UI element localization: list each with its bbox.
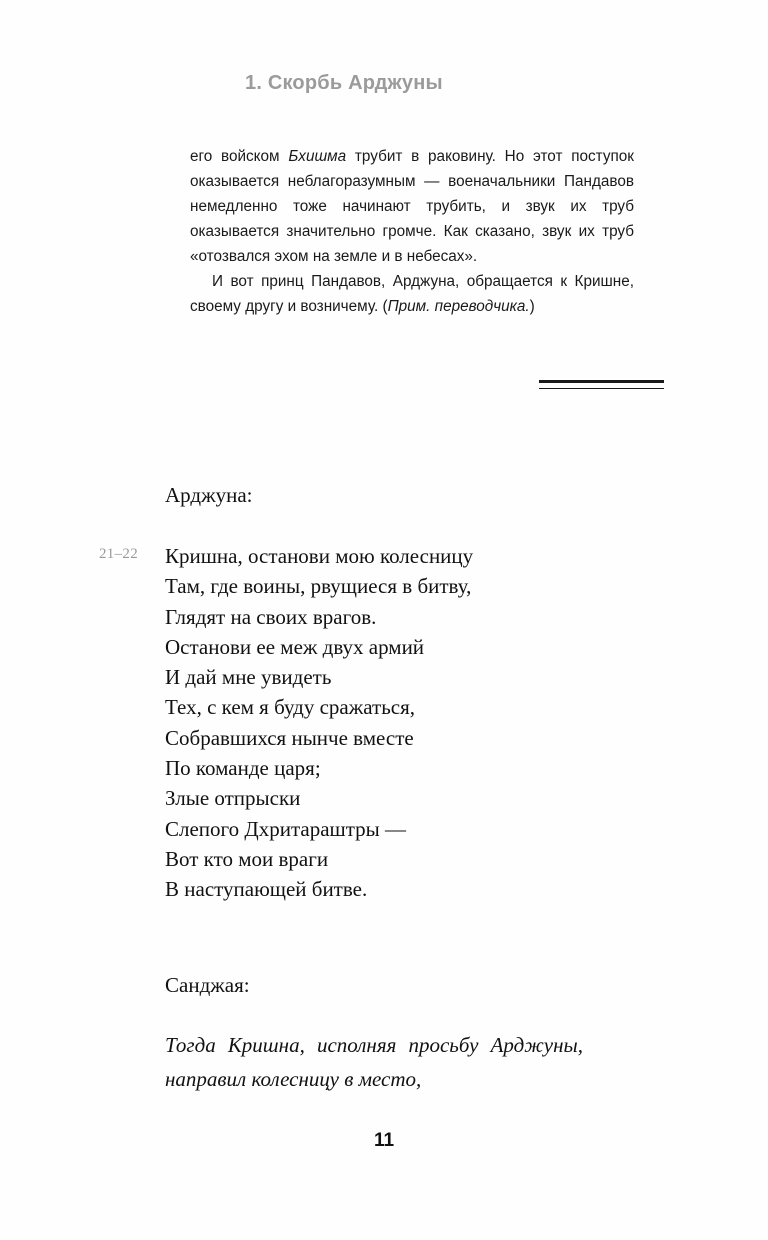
- intro-p1-text-a: его войском: [190, 148, 289, 165]
- speaker-label-arjuna: Арджуна:: [165, 483, 253, 507]
- divider-rule-thick: [539, 380, 664, 383]
- verse-line: Глядят на своих врагов.: [165, 604, 377, 629]
- verse-line: И дай мне увидеть: [165, 665, 332, 690]
- verse-line: В наступающей битве.: [165, 877, 368, 902]
- running-head: 1. Скорбь Арджуны: [245, 72, 443, 94]
- intro-paragraphs: [190, 144, 634, 319]
- intro-p2-text-a: И вот принц Пандавов, Арджуна, обращается к Кришне, своему другу и возничему. (: [190, 273, 634, 315]
- intro-p1-italic: Бхишма: [288, 148, 347, 165]
- speaker-label-sanjaya: Санджая:: [165, 973, 250, 997]
- intro-p1-text-b: трубит в раковину. Но этот поступок оказывается неблагоразумным — военачальники Пандавов немедленно тоже начинают трубить, и звук их труб оказывается значительно громче. Как сказано, звук их труб «отозвался эхом на земле и в небесах».: [190, 148, 634, 265]
- verse-block: [165, 541, 635, 905]
- verse-line: По команде царя;: [165, 756, 321, 781]
- verse-line: Останови ее меж двух армий: [165, 634, 425, 659]
- verse-line: Тех, с кем я буду сражаться,: [165, 695, 416, 720]
- verse-line: Злые отпрыски: [165, 786, 301, 811]
- verse-line: Слепого Дхритараштры —: [165, 816, 406, 841]
- verse-line: Там, где воины, рвущиеся в битву,: [165, 574, 472, 599]
- closing-prose-text: Тогда Кришна, исполняя просьбу Арджуны, направил колесницу в место,: [165, 1033, 583, 1091]
- verse-line: Кришна, останови мою колесницу: [165, 544, 474, 568]
- section-divider: [539, 380, 664, 389]
- intro-p2-italic: Прим. переводчика.: [387, 298, 530, 315]
- intro-paragraph-1: [190, 144, 634, 269]
- verse-number: 21–22: [99, 546, 138, 562]
- divider-rule-thin: [539, 388, 664, 389]
- verse-line: Вот кто мои враги: [165, 846, 329, 871]
- intro-paragraph-2: [190, 269, 634, 319]
- verse-line: Собравшихся нынче вместе: [165, 725, 414, 750]
- closing-prose: [165, 1028, 583, 1096]
- intro-p2-text-b: ): [529, 298, 535, 315]
- page-number: 11: [373, 1130, 395, 1151]
